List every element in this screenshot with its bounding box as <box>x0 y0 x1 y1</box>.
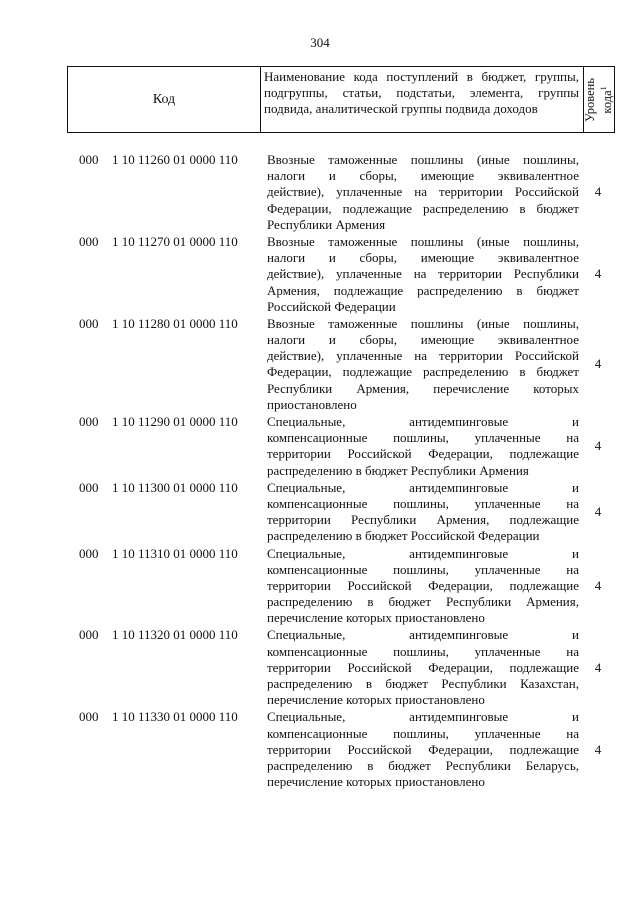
revenue-name-line: компенсационные пошлины, уплаченные на <box>267 495 579 511</box>
revenue-name-line: перечисление которых приостановлено <box>267 610 485 626</box>
admin-code: 000 <box>79 414 99 429</box>
revenue-name-line: действие), уплаченные на территории Республики <box>267 266 579 282</box>
revenue-name <box>267 152 579 233</box>
revenue-name-line: Федерации, подлежащие распределению в бюджет <box>267 364 579 380</box>
admin-code: 000 <box>79 709 99 725</box>
revenue-name-line: распределению в бюджет Республики Армения <box>267 462 529 478</box>
revenue-name <box>267 234 579 315</box>
revenue-name-line: Российской Федерации <box>267 298 396 314</box>
header-level-cell <box>584 67 614 132</box>
revenue-name-line: территории Российской Федерации, подлежащие <box>267 577 579 593</box>
revenue-name-line: перечисление которых приостановлено <box>267 774 485 790</box>
revenue-code: 1 10 11330 01 0000 110 <box>112 709 238 725</box>
revenue-name-line: перечисление которых приостановлено <box>267 692 485 708</box>
table-row <box>67 546 615 627</box>
revenue-name <box>267 546 579 627</box>
code-level: 4 <box>594 266 602 282</box>
revenue-name-line: компенсационные пошлины, уплаченные на <box>267 430 579 446</box>
admin-code: 000 <box>79 627 99 643</box>
revenue-code: 1 10 11300 01 0000 110 <box>112 479 238 495</box>
revenue-name-line: Специальные, антидемпинговые и <box>267 414 579 429</box>
admin-code: 000 <box>79 479 99 495</box>
admin-code: 000 <box>79 152 99 167</box>
revenue-name-line: Специальные, антидемпинговые и <box>267 627 579 643</box>
revenue-name-line: Армения, подлежащие распределению в бюджет <box>267 282 579 298</box>
revenue-name-line: Республики Армения <box>267 216 386 232</box>
table-body <box>67 152 615 791</box>
revenue-name <box>267 414 579 479</box>
revenue-name-line: компенсационные пошлины, уплаченные на <box>267 561 579 577</box>
revenue-name-line: Ввозные таможенные пошлины (иные пошлины, <box>267 233 579 249</box>
revenue-name-line: действие), уплаченные на территории Российской <box>267 348 579 364</box>
table-row <box>67 709 615 790</box>
revenue-name-line: налоги и сборы, имеющие эквивалентное <box>267 332 579 348</box>
table-row <box>67 480 615 545</box>
header-code-cell <box>68 67 261 132</box>
revenue-name-line: территории Российской Федерации, подлежащие <box>267 741 579 757</box>
page-number: 304 <box>310 35 330 50</box>
revenue-code: 1 10 11280 01 0000 110 <box>112 315 238 331</box>
revenue-name-line: распределению в бюджет Республики Казахстан, <box>267 676 579 691</box>
table-row <box>67 627 615 708</box>
code-level: 4 <box>594 741 602 757</box>
code-level: 4 <box>594 504 602 520</box>
code-level: 4 <box>594 577 602 593</box>
admin-code: 000 <box>79 545 99 561</box>
revenue-name-line: территории Российской Федерации, подлежащие <box>267 659 579 675</box>
revenue-code: 1 10 11310 01 0000 110 <box>112 545 238 561</box>
revenue-name-line: налоги и сборы, имеющие эквивалентное <box>267 250 579 266</box>
table-row <box>67 414 615 479</box>
revenue-code: 1 10 11270 01 0000 110 <box>112 233 238 249</box>
header-level-label <box>584 77 614 121</box>
table-row <box>67 316 615 413</box>
revenue-name-line: Ввозные таможенные пошлины (иные пошлины, <box>267 315 579 331</box>
revenue-name <box>267 316 579 413</box>
table-row <box>67 234 615 315</box>
revenue-name-line: территории Республики Армения, подлежащие <box>267 512 579 528</box>
revenue-name-line: Специальные, антидемпинговые и <box>267 709 579 725</box>
table-row <box>67 152 615 233</box>
revenue-name-line: компенсационные пошлины, уплаченные на <box>267 725 579 741</box>
header-level-footnote: 1 <box>598 85 608 90</box>
revenue-name-line: налоги и сборы, имеющие эквивалентное <box>267 168 579 184</box>
code-level: 4 <box>594 438 602 454</box>
revenue-name-line: компенсационные пошлины, уплаченные на <box>267 643 579 659</box>
revenue-name <box>267 709 579 790</box>
revenue-name-line: территории Российской Федерации, подлежащие <box>267 446 579 462</box>
revenue-code: 1 10 11260 01 0000 110 <box>112 152 238 167</box>
revenue-code: 1 10 11320 01 0000 110 <box>112 627 238 643</box>
header-level-word-2: кода <box>600 89 615 114</box>
revenue-name <box>267 480 579 545</box>
admin-code: 000 <box>79 315 99 331</box>
header-code-label: Код <box>152 91 176 107</box>
code-level: 4 <box>594 659 602 675</box>
revenue-name-line: действие), уплаченные на территории Российской <box>267 184 579 200</box>
revenue-name-line: Специальные, антидемпинговые и <box>267 479 579 495</box>
revenue-name-line: приостановлено <box>267 396 357 412</box>
revenue-name-line: Специальные, антидемпинговые и <box>267 545 579 561</box>
revenue-name-line: распределению в бюджет Российской Федерации <box>267 528 540 544</box>
code-level: 4 <box>594 356 602 372</box>
code-level: 4 <box>594 184 602 200</box>
header-level-word-1: Уровень <box>582 77 597 122</box>
revenue-code: 1 10 11290 01 0000 110 <box>112 414 238 429</box>
revenue-name <box>267 627 579 708</box>
revenue-name-line: распределению в бюджет Республики Армения, <box>267 594 579 610</box>
revenue-name-line: Федерации, подлежащие распределению в бюджет <box>267 200 579 216</box>
revenue-name-line: Ввозные таможенные пошлины (иные пошлины, <box>267 152 579 167</box>
header-name-cell: Наименование кода поступлений в бюджет, группы, подгруппы, статьи, подстатьи, элемента, группы подвида, аналитической группы подвида доходов <box>261 67 584 132</box>
admin-code: 000 <box>79 233 99 249</box>
table-header <box>67 66 615 133</box>
revenue-name-line: распределению в бюджет Республики Беларусь, <box>267 757 579 773</box>
revenue-name-line: Республики Армения, перечисление которых <box>267 380 579 396</box>
